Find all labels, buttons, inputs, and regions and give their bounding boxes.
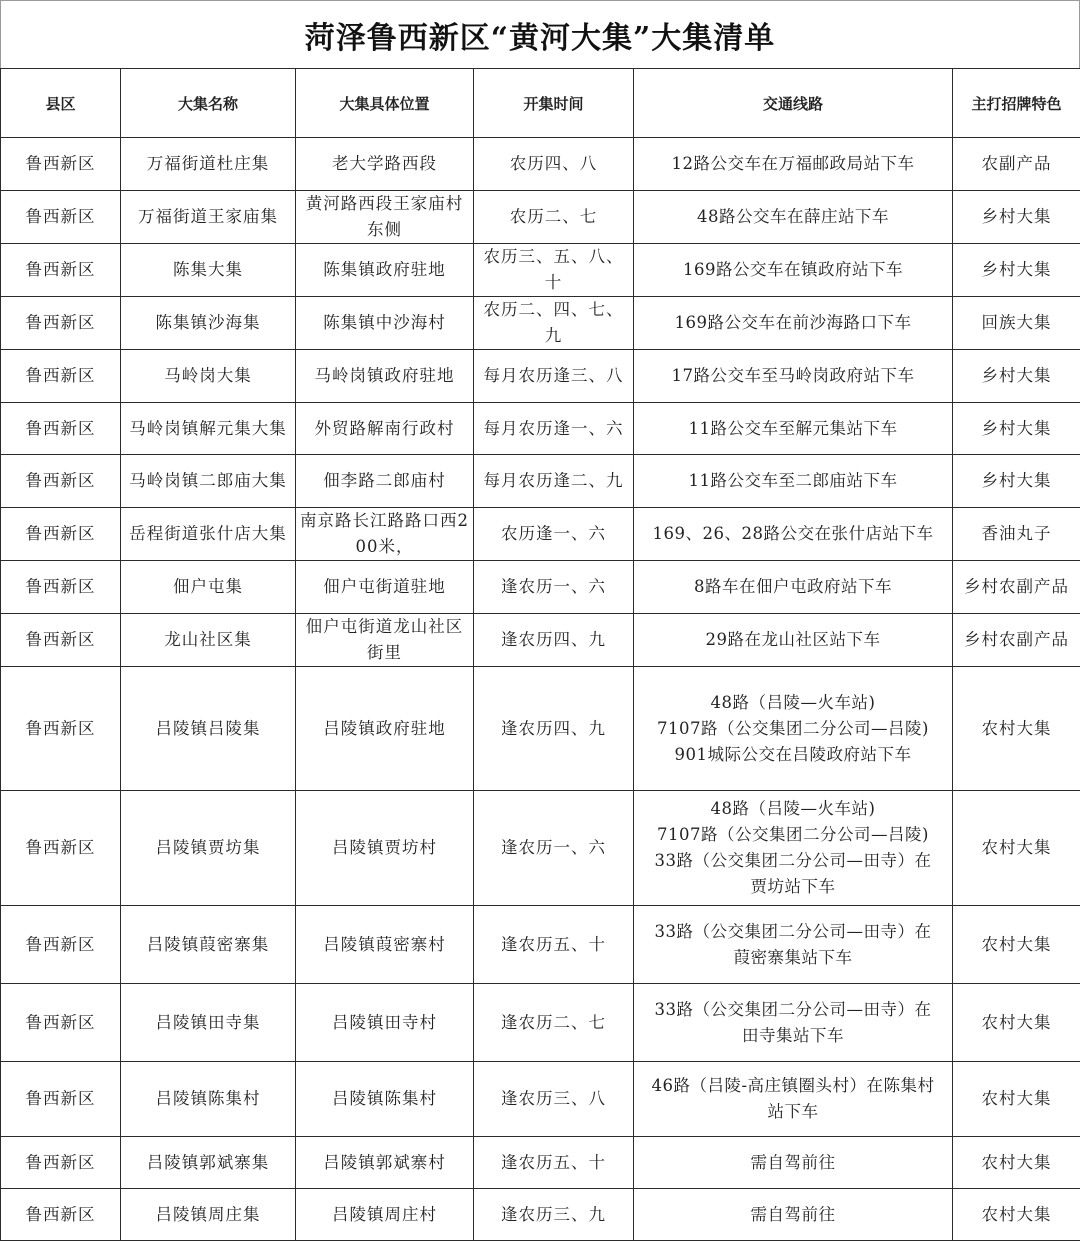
table-row [1,906,1080,984]
route-line: 48路（吕陵—火车站) [637,796,949,822]
cell-transport-route [634,1189,953,1241]
route-line: 站下车 [637,1099,949,1125]
cell-location: 黄河路西段王家庙村东侧 [296,191,474,244]
cell-county: 鲁西新区 [1,906,121,984]
cell-county: 鲁西新区 [1,508,121,561]
cell-county: 鲁西新区 [1,350,121,403]
cell-county: 鲁西新区 [1,455,121,508]
route-line: 169路公交车在镇政府站下车 [637,257,949,283]
cell-feature: 农村大集 [953,1062,1080,1137]
cell-open-time: 每月农历逢二、九 [474,455,634,508]
cell-transport-route [634,1137,953,1189]
cell-transport-route [634,1062,953,1137]
cell-transport-route [634,455,953,508]
cell-open-time: 逢农历四、九 [474,614,634,667]
cell-transport-route [634,403,953,455]
cell-open-time: 逢农历五、十 [474,906,634,984]
cell-county: 鲁西新区 [1,984,121,1062]
cell-market-name: 马岭岗镇二郎庙大集 [121,455,296,508]
route-line: 169、26、28路公交在张什店站下车 [637,521,949,547]
cell-location: 吕陵镇田寺村 [296,984,474,1062]
cell-open-time: 农历三、五、八、十 [474,244,634,297]
table-row [1,1189,1080,1241]
cell-feature: 农村大集 [953,906,1080,984]
cell-county: 鲁西新区 [1,191,121,244]
cell-location: 陈集镇政府驻地 [296,244,474,297]
cell-open-time: 逢农历五、十 [474,1137,634,1189]
route-line: 需自驾前往 [637,1150,949,1176]
cell-feature: 农村大集 [953,1137,1080,1189]
table-row [1,403,1080,455]
cell-market-name: 吕陵镇葭密寨集 [121,906,296,984]
cell-feature: 乡村大集 [953,191,1080,244]
route-line: 33路（公交集团二分公司—田寺）在 [637,848,949,874]
cell-feature: 香油丸子 [953,508,1080,561]
table-row [1,244,1080,297]
cell-market-name: 岳程街道张什店大集 [121,508,296,561]
cell-open-time: 农历二、七 [474,191,634,244]
cell-open-time: 逢农历一、六 [474,561,634,614]
cell-location: 外贸路解南行政村 [296,403,474,455]
route-line: 48路（吕陵—火车站) [637,690,949,716]
cell-transport-route [634,791,953,906]
cell-transport-route [634,667,953,791]
cell-transport-route [634,984,953,1062]
cell-open-time: 逢农历四、九 [474,667,634,791]
route-line: 46路（吕陵-高庄镇圈头村）在陈集村 [637,1073,949,1099]
cell-transport-route [634,138,953,191]
cell-location: 陈集镇中沙海村 [296,297,474,350]
route-line: 7107路（公交集团二分公司—吕陵) [637,822,949,848]
cell-county: 鲁西新区 [1,667,121,791]
cell-location: 吕陵镇贾坊村 [296,791,474,906]
route-line: 48路公交车在薛庄站下车 [637,204,949,230]
cell-feature: 农村大集 [953,1189,1080,1241]
cell-location: 吕陵镇政府驻地 [296,667,474,791]
cell-feature: 农村大集 [953,984,1080,1062]
route-line: 901城际公交在吕陵政府站下车 [637,742,949,768]
route-line: 贾坊站下车 [637,874,949,900]
route-line: 葭密寨集站下车 [637,945,949,971]
cell-feature: 乡村大集 [953,350,1080,403]
table-row [1,138,1080,191]
cell-open-time: 每月农历逢三、八 [474,350,634,403]
cell-open-time: 农历逢一、六 [474,508,634,561]
header-location: 大集具体位置 [296,69,474,138]
cell-feature: 乡村农副产品 [953,614,1080,667]
cell-transport-route [634,906,953,984]
cell-location: 吕陵镇葭密寨村 [296,906,474,984]
cell-feature: 农村大集 [953,791,1080,906]
cell-market-name: 吕陵镇贾坊集 [121,791,296,906]
header-market-name: 大集名称 [121,69,296,138]
table-row [1,667,1080,791]
cell-county: 鲁西新区 [1,244,121,297]
cell-market-name: 万福街道王家庙集 [121,191,296,244]
cell-open-time: 农历四、八 [474,138,634,191]
table-row [1,455,1080,508]
cell-open-time: 农历二、四、七、九 [474,297,634,350]
cell-transport-route [634,191,953,244]
table-row [1,791,1080,906]
cell-market-name: 吕陵镇吕陵集 [121,667,296,791]
cell-market-name: 万福街道杜庄集 [121,138,296,191]
cell-location: 佃户屯街道龙山社区街里 [296,614,474,667]
cell-county: 鲁西新区 [1,297,121,350]
cell-market-name: 马岭岗镇解元集大集 [121,403,296,455]
header-feature: 主打招牌特色 [953,69,1080,138]
header-open-time: 开集时间 [474,69,634,138]
cell-county: 鲁西新区 [1,403,121,455]
table-row [1,984,1080,1062]
cell-market-name: 马岭岗大集 [121,350,296,403]
route-line: 11路公交车至解元集站下车 [637,416,949,442]
cell-location: 吕陵镇周庄村 [296,1189,474,1241]
route-line: 田寺集站下车 [637,1023,949,1049]
table-header-row [1,69,1080,138]
cell-market-name: 吕陵镇田寺集 [121,984,296,1062]
cell-open-time: 每月农历逢一、六 [474,403,634,455]
cell-market-name: 龙山社区集 [121,614,296,667]
cell-feature: 乡村农副产品 [953,561,1080,614]
route-line: 11路公交车至二郎庙站下车 [637,468,949,494]
cell-county: 鲁西新区 [1,791,121,906]
cell-feature: 回族大集 [953,297,1080,350]
cell-transport-route [634,297,953,350]
cell-county: 鲁西新区 [1,614,121,667]
table-body [1,138,1080,1241]
cell-transport-route [634,508,953,561]
cell-location: 吕陵镇陈集村 [296,1062,474,1137]
route-line: 33路（公交集团二分公司—田寺）在 [637,997,949,1023]
route-line: 7107路（公交集团二分公司—吕陵) [637,716,949,742]
table-row [1,614,1080,667]
cell-county: 鲁西新区 [1,1137,121,1189]
cell-county: 鲁西新区 [1,561,121,614]
cell-market-name: 吕陵镇周庄集 [121,1189,296,1241]
cell-open-time: 逢农历三、八 [474,1062,634,1137]
cell-county: 鲁西新区 [1,138,121,191]
cell-feature: 农副产品 [953,138,1080,191]
cell-market-name: 吕陵镇郭斌寨集 [121,1137,296,1189]
route-line: 17路公交车至马岭岗政府站下车 [637,363,949,389]
cell-location: 吕陵镇郭斌寨村 [296,1137,474,1189]
cell-location: 老大学路西段 [296,138,474,191]
table-row [1,350,1080,403]
cell-feature: 乡村大集 [953,403,1080,455]
cell-location: 佃户屯街道驻地 [296,561,474,614]
header-county: 县区 [1,69,121,138]
cell-transport-route [634,244,953,297]
cell-open-time: 逢农历一、六 [474,791,634,906]
header-transport-route: 交通线路 [634,69,953,138]
cell-feature: 乡村大集 [953,244,1080,297]
market-table [0,68,1080,1241]
route-line: 29路在龙山社区站下车 [637,627,949,653]
table-row [1,508,1080,561]
cell-market-name: 陈集大集 [121,244,296,297]
route-line: 需自驾前往 [637,1202,949,1228]
cell-feature: 乡村大集 [953,455,1080,508]
route-line: 12路公交车在万福邮政局站下车 [637,151,949,177]
cell-open-time: 逢农历二、七 [474,984,634,1062]
cell-location: 佃李路二郎庙村 [296,455,474,508]
cell-market-name: 吕陵镇陈集村 [121,1062,296,1137]
route-line: 33路（公交集团二分公司—田寺）在 [637,919,949,945]
cell-location: 南京路长江路路口西200米， [296,508,474,561]
table-row [1,297,1080,350]
cell-transport-route [634,350,953,403]
cell-transport-route [634,614,953,667]
table-row [1,191,1080,244]
cell-open-time: 逢农历三、九 [474,1189,634,1241]
cell-market-name: 佃户屯集 [121,561,296,614]
table-row [1,1062,1080,1137]
route-line: 169路公交车在前沙海路口下车 [637,310,949,336]
cell-location: 马岭岗镇政府驻地 [296,350,474,403]
cell-county: 鲁西新区 [1,1062,121,1137]
cell-feature: 农村大集 [953,667,1080,791]
table-row [1,561,1080,614]
cell-transport-route [634,561,953,614]
page-title: 菏泽鲁西新区“黄河大集”大集清单 [0,0,1080,68]
table-row [1,1137,1080,1189]
cell-county: 鲁西新区 [1,1189,121,1241]
cell-market-name: 陈集镇沙海集 [121,297,296,350]
route-line: 8路车在佃户屯政府站下车 [637,574,949,600]
